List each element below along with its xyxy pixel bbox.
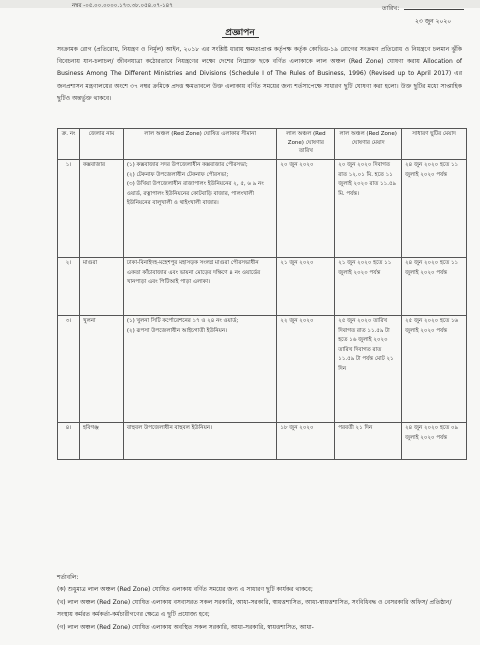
cell-leave: ২৪ জুন ২০২০ হতে ০৯ জুলাই ২০২০ পর্যন্ত: [402, 423, 467, 460]
header-leave: সাধারণ ছুটির মেয়াদ: [402, 129, 467, 160]
cell-declaration-date: ১৮ জুন ২০২০: [277, 423, 335, 460]
cell-declaration-date: ২০ জুন ২০২০: [277, 160, 335, 258]
cell-district: খুলনা: [79, 316, 123, 423]
date-label: তারিখ:: [382, 5, 400, 12]
body-paragraph: সংক্রামক রোগ (প্রতিরোধ, নিয়ন্ত্রণ ও নির্মূল) আইন, ২০১৮ এর সংশ্লিষ্ট ধারায় ক্ষমতাপ্রাপ্ত কর্তৃপক্ষ কর্তৃক কোভিড-১৯ রোগের সংক্রমণ প্রতিরোধ ও নিয়ন্ত্রণে চলমান ঝুঁকি বিবেচনায় যান-চলাচল/ জীবনযাত্রা কঠোরতাবে নিয়ন্ত্রণের লক্ষ্যে দেশের নিম্নোক্ত ছকে বর্ণিত এলাকাকে লাল অঞ্চল (Red Zone) ঘোষণা করায় Allocation of Business Among The Different Ministries and Divisions (Schedule I of The Rules of Business, 1996) (Revised up to April 2017) এর জনপ্রশাসন মন্ত্রণালয়ের অংশে ৩৭ নম্বর ক্রমিকে প্রদত্ত ক্ষমতাবলে উক্ত এলাকায় বর্ণিত সময়ের জন্য শর্তসাপেক্ষে সাধারণ ছুটি ঘোষণা করা হলো। উক্ত ছুটির মধ্যে সাপ্তাহিক ছুটিও অন্তর্ভুক্ত থাকবে।: [57, 46, 462, 102]
cell-district: কক্সবাজার: [79, 160, 123, 258]
table-row: [58, 423, 467, 460]
condition-item: (গ) লাল অঞ্চল (Red Zone) ঘোষিত এলাকায় অবস্থিত সকল সরকারি, আধা-সরকারি, স্বায়ত্তশাসিত, আধা-: [57, 623, 314, 631]
cell-district: হবিগঞ্জ: [79, 423, 123, 460]
area-line: (৩) উখিয়া উপজেলাধীন রাজাপালং ইউনিয়নের ২, ৫, ৬ ৯ নং ওয়ার্ড, রত্নাপালং ইউনিয়নের কোটবাড়ি বাজার, পালংখালী ইউনিয়নের বালুখালী ও থাইংখালী বাজার।: [126, 181, 264, 207]
document-title: প্রজ্ঞাপন: [225, 28, 255, 38]
cell-leave: ২৫ জুন ২০২০ হতে ১৬ জুলাই ২০২০ পর্যন্ত: [402, 316, 467, 423]
header-district: জেলার নাম: [79, 129, 123, 160]
date-underline: [404, 9, 464, 10]
cell-duration: পরবর্তী ২১ দিন: [335, 423, 402, 460]
cell-declaration-date: ২১ জুন ২০২০: [277, 258, 335, 316]
area-line: (১) খুলনা সিটি কর্পোরেশনের ১৭ ও ২৪ নং ওয়ার্ড;: [126, 318, 239, 324]
reference-number: নম্বর -০৫.০০.০০০০.১৭৩.৩৮.০৫৪.০৭-১৪৭: [72, 3, 173, 9]
cell-declaration-date: ২২ জুন ২০২০: [277, 316, 335, 423]
cell-district: মাগুরা: [79, 258, 123, 316]
cell-leave: ২৪ জুন ২০২০ হতে ১১ জুলাই ২০২০ পর্যন্ত: [402, 160, 467, 258]
table-row: [58, 258, 467, 316]
conditions-heading: শর্তাবলি:: [57, 574, 79, 581]
table-row: [58, 316, 467, 423]
cell-serial: ৩।: [58, 316, 80, 423]
area-line: ঢাকা-বিনাইদহ-মহেশপুর মহাসড়ক সংলগ্ন মাগুরা পৌরসভাধীন একতা কাঁচাবাজার এবং ভায়না মোড়ের দক্ষিণে ৪ নং ওয়ার্ডের খানপাড়া এবং পিটিআই পাড়া এলাকা।: [126, 260, 261, 286]
cell-duration: ২০ জুন ২০২০ দিবাগত রাত ১২.০১ মি. হতে ১১ জুলাই ২০২০ রাত ১১.৫৯ মি. পর্যন্ত।: [335, 160, 402, 258]
conditions-list: [57, 584, 467, 634]
cell-serial: ১।: [58, 160, 80, 258]
cell-area: [123, 423, 277, 460]
area-line: (১) কক্সবাজার সদর উপজেলাধীন কক্সবাজার পৌরসভা;: [126, 162, 248, 168]
red-zone-table: [57, 128, 467, 460]
condition-item: (খ) লাল অঞ্চল (Red Zone) ঘোষিত এলাকায় বসবাসরত সকল সরকারি, আধা-সরকারি, স্বায়ত্তশাসিত, আধা-স্বায়ত্তশাসিত, সংবিধিবদ্ধ ও বেসরকারি অফিস/ প্রতিষ্ঠান/ সংস্থায় কর্মরত কর্মকর্তা-কর্মচারীগণের ক্ষেত্রে এ ছুটি প্রযোজ্য হবে;: [57, 598, 452, 619]
area-line: বাহুবল উপজেলাধীন বাহুবল ইউনিয়ন।: [126, 425, 213, 431]
cell-leave: ২৪ জুন ২০২০ হতে ১১ জুলাই ২০২০ পর্যন্ত: [402, 258, 467, 316]
header-duration: লাল অঞ্চল (Red Zone) ঘোষণার মেয়াদ: [335, 129, 402, 160]
cell-area: [123, 316, 277, 423]
area-line: (২) টেকনাফ উপজেলাধীন টেকনাফ পৌরসভা;: [126, 171, 229, 178]
cell-duration: ২৫ জুন ২০২০ তারিখ দিবাগত রাত ১১.৫৯ টা হতে ১৬ জুলাই ২০২০ তারিখ দিবাগত রাত ১১.৫৯ টা পর্যন্ত মোট ২১ দিন: [335, 316, 402, 423]
header-area: লাল অঞ্চল (Red Zone) ঘোষিত এলাকার সীমানা: [123, 129, 277, 160]
title-underline: [222, 37, 259, 38]
cell-area: [123, 160, 277, 258]
area-line: (২) রূপসা উপজেলাধীন আইচগাতী ইউনিয়ন।: [126, 327, 228, 334]
cell-serial: ৪।: [58, 423, 80, 460]
table-row: [58, 160, 467, 258]
cell-duration: ২১ জুন ২০২০ হতে ১১ জুলাই ২০২০ পর্যন্ত: [335, 258, 402, 316]
cell-serial: ২।: [58, 258, 80, 316]
document-date: ২৩ জুন ২০২০: [415, 18, 452, 25]
condition-item: (ক) শুধুমাত্র লাল অঞ্চল (Red Zone) ঘোষিত এলাকায় বর্ণিত সময়ের জন্য এ সাধারণ ছুটি কার্যকর থাকবে;: [57, 586, 313, 593]
header-serial: ক্র. নং: [58, 129, 80, 160]
header-declaration-date: লাল অঞ্চল (Red Zone) ঘোষণার তারিখ: [277, 129, 335, 160]
cell-area: [123, 258, 277, 316]
